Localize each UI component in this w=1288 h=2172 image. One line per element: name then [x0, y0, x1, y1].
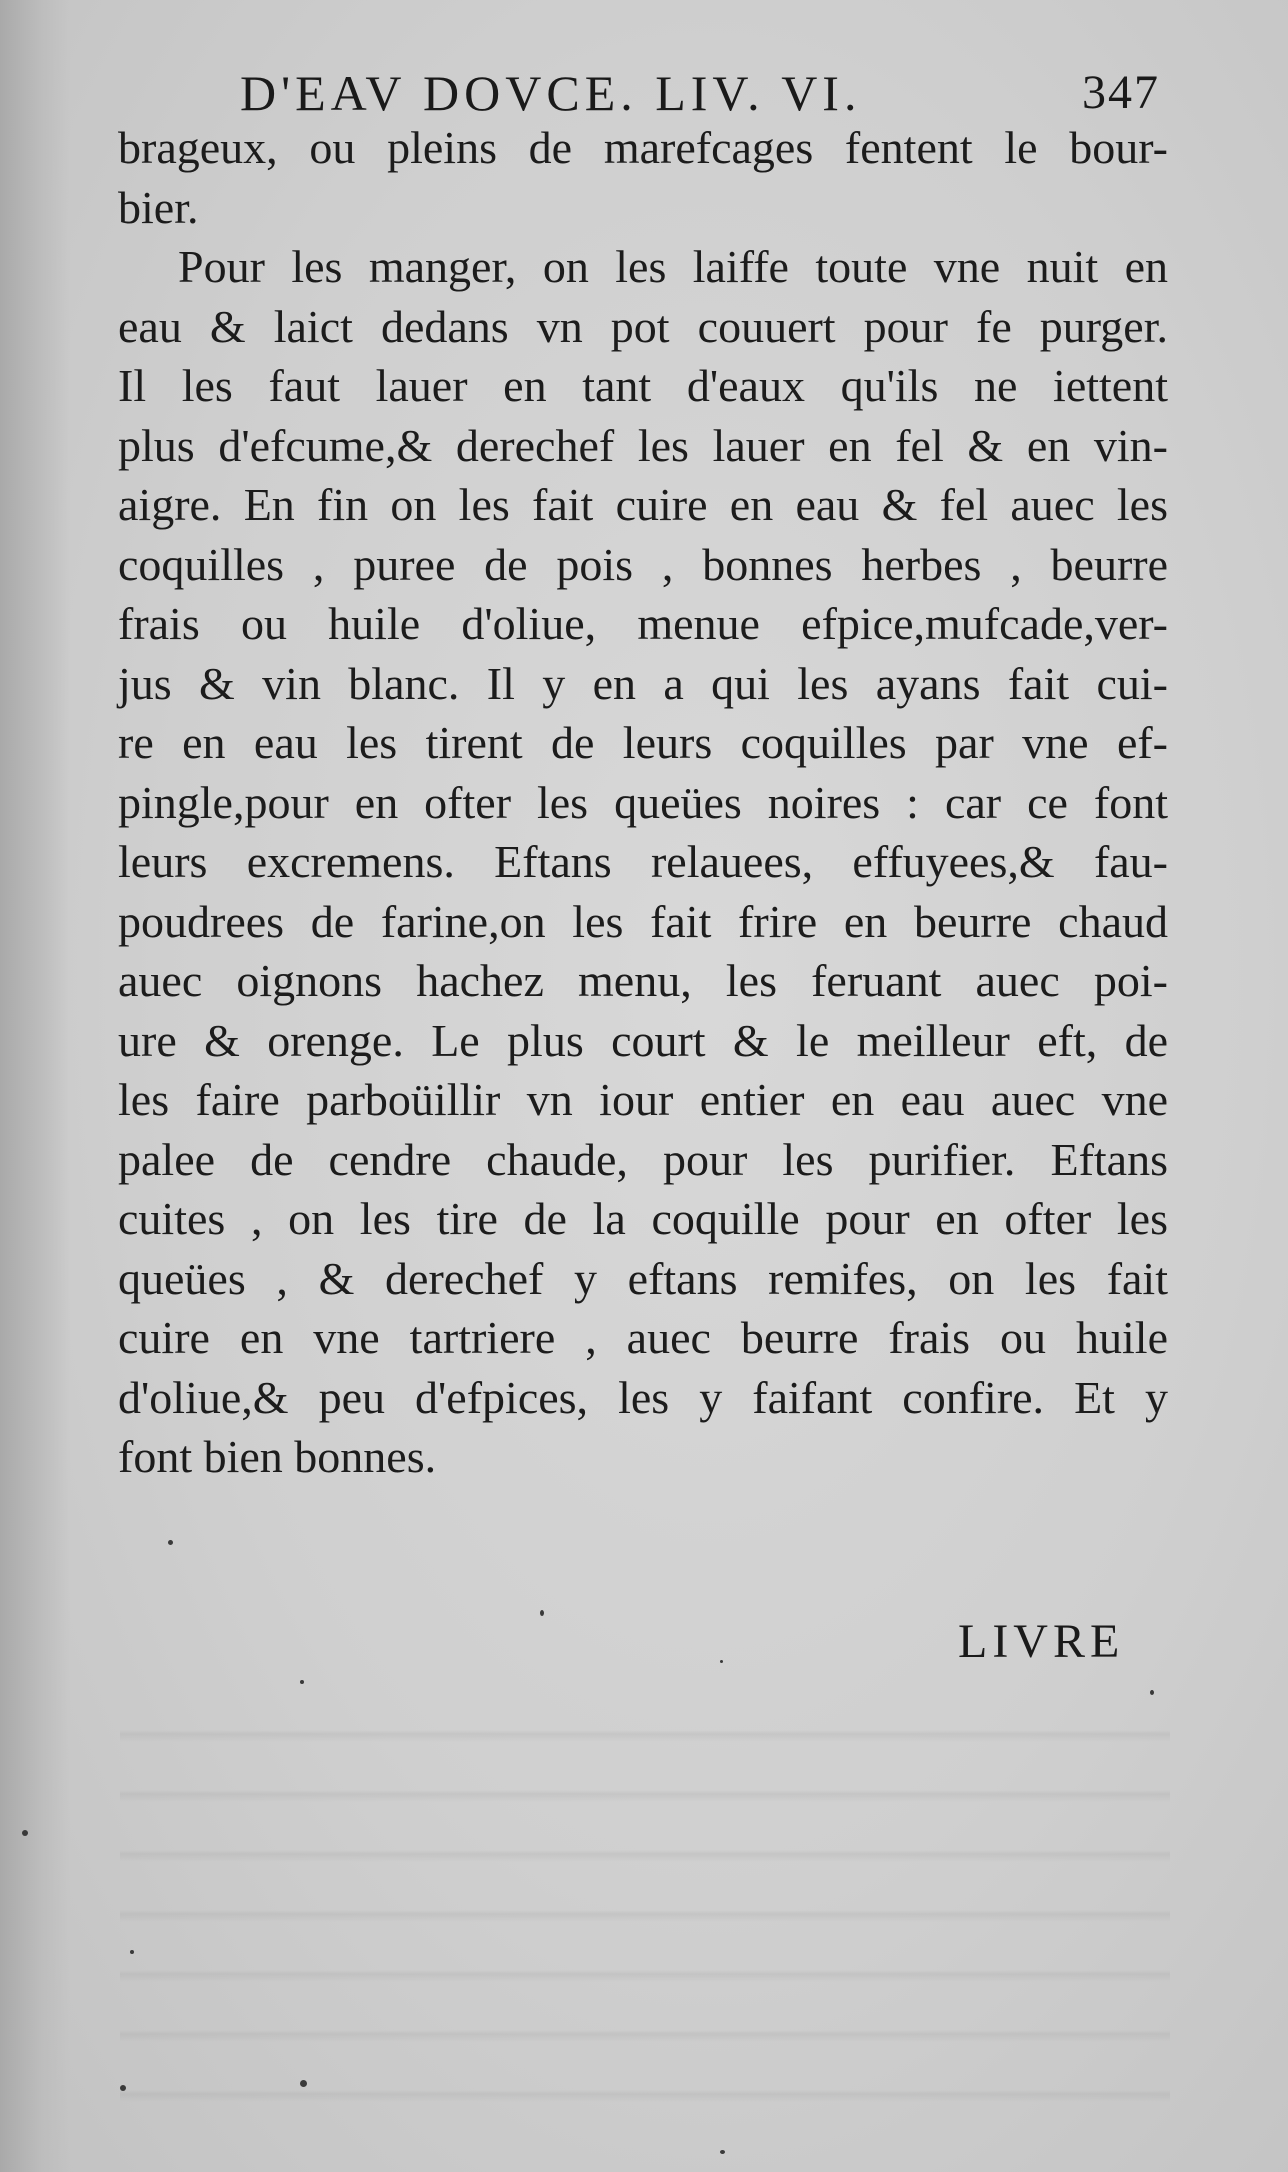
text-line: pingle,pour en ofter les queües noires : car ce font — [118, 776, 1168, 828]
text-line: Pour les manger, on les laiffe toute vne nuit en — [178, 241, 1168, 292]
text-line: frais ou huile d'oliue, menue efpice,mufcade,ver- — [118, 598, 1168, 649]
ink-speck — [300, 2080, 307, 2087]
text-line: queües , & derechef y eftans remifes, on les fait — [118, 1252, 1168, 1304]
text-line: eau & laict dedans vn pot couuert pour fe purger. — [118, 300, 1168, 352]
show-through-texture — [120, 1700, 1170, 2120]
ink-speck — [300, 1680, 304, 1684]
text-line: plus d'efcume,& derechef les lauer en fel & en vin- — [118, 419, 1168, 471]
ink-speck — [120, 2085, 126, 2091]
ink-speck — [130, 1950, 134, 1954]
text-line: les faire parboüillir vn iour entier en eau auec vne — [118, 1074, 1168, 1125]
text-line: coquilles , puree de pois , bonnes herbes , beurre — [118, 538, 1168, 590]
running-title: D'EAV DOVCE. LIV. VI. — [240, 65, 862, 121]
ink-speck — [1150, 1690, 1154, 1695]
ink-speck — [22, 1830, 28, 1836]
text-line: auec oignons hachez menu, les feruant auec poi- — [118, 955, 1168, 1006]
text-line: bier. — [118, 181, 199, 233]
catchword: LIVRE — [958, 1615, 1125, 1668]
body-text — [118, 118, 1168, 1487]
gutter-shadow — [0, 0, 70, 2172]
text-line: leurs excremens. Eftans relauees, effuyees,& fau- — [118, 836, 1168, 887]
ink-speck — [720, 2150, 725, 2154]
ink-speck — [720, 1660, 723, 1663]
ink-speck — [540, 1610, 544, 1616]
text-line: jus & vin blanc. Il y en a qui les ayans fait cui- — [118, 657, 1168, 709]
text-line: brageux, ou pleins de marefcages fentent le bour- — [118, 122, 1168, 173]
text-line: ure & orenge. Le plus court & le meilleur eft, de — [118, 1014, 1168, 1066]
text-line: aigre. En fin on les fait cuire en eau & fel auec les — [118, 479, 1168, 530]
text-line: poudrees de farine,on les fait frire en beurre chaud — [118, 895, 1168, 947]
ink-speck — [168, 1540, 173, 1545]
text-line: cuire en vne tartriere , auec beurre frais ou huile — [118, 1312, 1168, 1363]
text-line: font bien bonnes. — [118, 1431, 437, 1482]
page-number: 347 — [1082, 66, 1160, 119]
text-line: d'oliue,& peu d'efpices, les y faifant confire. Et y — [118, 1371, 1168, 1423]
text-line: re en eau les tirent de leurs coquilles par vne ef- — [118, 717, 1168, 768]
text-line: cuites , on les tire de la coquille pour en ofter les — [118, 1193, 1168, 1244]
text-line: palee de cendre chaude, pour les purifier. Eftans — [118, 1133, 1168, 1185]
text-line: Il les faut lauer en tant d'eaux qu'ils ne iettent — [118, 360, 1168, 411]
